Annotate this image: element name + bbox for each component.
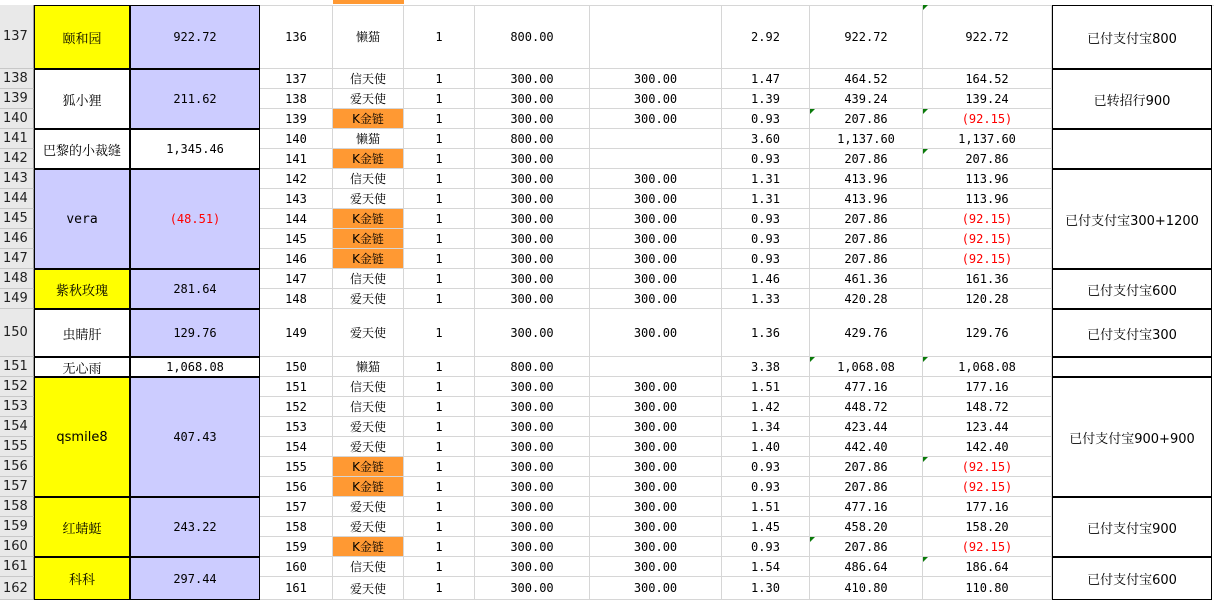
row-header[interactable]: 156 bbox=[0, 457, 34, 477]
ratio-cell[interactable]: 1.36 bbox=[722, 309, 810, 357]
item-number-cell[interactable]: 141 bbox=[260, 149, 333, 169]
row-header[interactable]: 154 bbox=[0, 417, 34, 437]
paid-amount-cell[interactable]: 300.00 bbox=[590, 89, 722, 109]
customer-amount-cell[interactable]: 243.22 bbox=[130, 497, 260, 557]
customer-amount-cell[interactable]: 1,068.08 bbox=[130, 357, 260, 377]
customer-amount-cell[interactable]: 281.64 bbox=[130, 269, 260, 309]
paid-amount-cell[interactable]: 300.00 bbox=[590, 69, 722, 89]
unit-price-cell[interactable]: 300.00 bbox=[475, 477, 590, 497]
balance-cell[interactable]: 207.86 bbox=[923, 149, 1052, 169]
item-number-cell[interactable]: 140 bbox=[260, 129, 333, 149]
balance-cell[interactable]: 186.64 bbox=[923, 557, 1052, 577]
row-header[interactable]: 157 bbox=[0, 477, 34, 497]
quantity-cell[interactable]: 1 bbox=[404, 357, 475, 377]
customer-name-cell[interactable]: 巴黎的小裁缝 bbox=[34, 129, 130, 169]
balance-cell[interactable]: 123.44 bbox=[923, 417, 1052, 437]
total-amount-cell[interactable]: 413.96 bbox=[810, 169, 923, 189]
customer-amount-cell[interactable]: 297.44 bbox=[130, 557, 260, 600]
payment-note-cell[interactable]: 已转招行900 bbox=[1052, 69, 1212, 129]
total-amount-cell[interactable]: 486.64 bbox=[810, 557, 923, 577]
row-header[interactable]: 162 bbox=[0, 577, 34, 600]
paid-amount-cell[interactable]: 300.00 bbox=[590, 557, 722, 577]
unit-price-cell[interactable]: 300.00 bbox=[475, 377, 590, 397]
ratio-cell[interactable]: 0.93 bbox=[722, 477, 810, 497]
unit-price-cell[interactable]: 800.00 bbox=[475, 129, 590, 149]
customer-amount-cell[interactable]: 1,345.46 bbox=[130, 129, 260, 169]
balance-cell[interactable]: 1,137.60 bbox=[923, 129, 1052, 149]
balance-cell[interactable]: 148.72 bbox=[923, 397, 1052, 417]
quantity-cell[interactable]: 1 bbox=[404, 397, 475, 417]
balance-cell[interactable]: 129.76 bbox=[923, 309, 1052, 357]
customer-name-cell[interactable]: 科科 bbox=[34, 557, 130, 600]
item-number-cell[interactable]: 160 bbox=[260, 557, 333, 577]
unit-price-cell[interactable]: 800.00 bbox=[475, 5, 590, 69]
customer-amount-cell[interactable]: 129.76 bbox=[130, 309, 260, 357]
unit-price-cell[interactable]: 300.00 bbox=[475, 577, 590, 600]
paid-amount-cell[interactable]: 300.00 bbox=[590, 457, 722, 477]
paid-amount-cell[interactable]: 300.00 bbox=[590, 189, 722, 209]
total-amount-cell[interactable]: 477.16 bbox=[810, 497, 923, 517]
quantity-cell[interactable]: 1 bbox=[404, 557, 475, 577]
balance-cell[interactable]: 177.16 bbox=[923, 377, 1052, 397]
balance-cell[interactable]: 164.52 bbox=[923, 69, 1052, 89]
row-header[interactable]: 142 bbox=[0, 149, 34, 169]
customer-amount-cell[interactable]: 407.43 bbox=[130, 377, 260, 497]
row-header[interactable]: 161 bbox=[0, 557, 34, 577]
customer-name-cell[interactable]: 狐小狸 bbox=[34, 69, 130, 129]
quantity-cell[interactable]: 1 bbox=[404, 497, 475, 517]
ratio-cell[interactable]: 1.51 bbox=[722, 497, 810, 517]
cell-indicator-icon bbox=[810, 537, 815, 542]
unit-price-cell[interactable]: 300.00 bbox=[475, 209, 590, 229]
total-amount-cell[interactable]: 207.86 bbox=[810, 109, 923, 129]
balance-cell[interactable]: 1,068.08 bbox=[923, 357, 1052, 377]
total-amount-cell[interactable]: 477.16 bbox=[810, 377, 923, 397]
paid-amount-cell[interactable]: 300.00 bbox=[590, 209, 722, 229]
quantity-cell[interactable]: 1 bbox=[404, 229, 475, 249]
quantity-cell[interactable]: 1 bbox=[404, 149, 475, 169]
product-name-cell[interactable]: 信天使 bbox=[333, 557, 404, 577]
total-amount-cell[interactable]: 207.86 bbox=[810, 209, 923, 229]
paid-amount-cell[interactable]: 300.00 bbox=[590, 229, 722, 249]
item-number-cell[interactable]: 153 bbox=[260, 417, 333, 437]
cell-indicator-icon bbox=[923, 457, 928, 462]
quantity-cell[interactable]: 1 bbox=[404, 129, 475, 149]
total-amount-cell[interactable]: 442.40 bbox=[810, 437, 923, 457]
total-amount-cell[interactable]: 410.80 bbox=[810, 577, 923, 600]
total-amount-cell[interactable]: 429.76 bbox=[810, 309, 923, 357]
paid-amount-cell[interactable]: 300.00 bbox=[590, 397, 722, 417]
quantity-cell[interactable]: 1 bbox=[404, 577, 475, 600]
paid-amount-cell[interactable]: 300.00 bbox=[590, 309, 722, 357]
product-name-cell[interactable]: K金链 bbox=[333, 209, 404, 229]
row-header[interactable]: 140 bbox=[0, 109, 34, 129]
total-amount-cell[interactable]: 439.24 bbox=[810, 89, 923, 109]
unit-price-cell[interactable]: 300.00 bbox=[475, 417, 590, 437]
row-header[interactable]: 145 bbox=[0, 209, 34, 229]
total-amount-cell[interactable]: 207.86 bbox=[810, 149, 923, 169]
item-number-cell[interactable]: 155 bbox=[260, 457, 333, 477]
ratio-cell[interactable]: 1.33 bbox=[722, 289, 810, 309]
total-amount-cell[interactable]: 1,068.08 bbox=[810, 357, 923, 377]
item-number-cell[interactable]: 148 bbox=[260, 289, 333, 309]
cell-indicator-icon bbox=[923, 5, 928, 10]
quantity-cell[interactable]: 1 bbox=[404, 69, 475, 89]
quantity-cell[interactable]: 1 bbox=[404, 457, 475, 477]
balance-cell[interactable]: 177.16 bbox=[923, 497, 1052, 517]
product-name-cell[interactable]: 爱天使 bbox=[333, 437, 404, 457]
ratio-cell[interactable]: 0.93 bbox=[722, 457, 810, 477]
unit-price-cell[interactable]: 300.00 bbox=[475, 537, 590, 557]
product-name-cell[interactable]: 信天使 bbox=[333, 377, 404, 397]
row-header[interactable]: 155 bbox=[0, 437, 34, 457]
balance-cell[interactable]: (92.15) bbox=[923, 457, 1052, 477]
row-header[interactable]: 152 bbox=[0, 377, 34, 397]
total-amount-cell[interactable]: 423.44 bbox=[810, 417, 923, 437]
payment-note-cell[interactable]: 已付支付宝600 bbox=[1052, 557, 1212, 600]
product-name-cell[interactable]: 爱天使 bbox=[333, 89, 404, 109]
unit-price-cell[interactable]: 300.00 bbox=[475, 289, 590, 309]
row-header[interactable]: 150 bbox=[0, 309, 34, 357]
ratio-cell[interactable]: 1.34 bbox=[722, 417, 810, 437]
total-amount-cell[interactable]: 207.86 bbox=[810, 537, 923, 557]
balance-cell[interactable]: (92.15) bbox=[923, 477, 1052, 497]
ratio-cell[interactable]: 1.39 bbox=[722, 89, 810, 109]
paid-amount-cell[interactable]: 300.00 bbox=[590, 377, 722, 397]
customer-name-cell[interactable]: 红蜻蜓 bbox=[34, 497, 130, 557]
unit-price-cell[interactable]: 300.00 bbox=[475, 309, 590, 357]
balance-cell[interactable]: (92.15) bbox=[923, 229, 1052, 249]
item-number-cell[interactable]: 154 bbox=[260, 437, 333, 457]
ratio-cell[interactable]: 1.51 bbox=[722, 377, 810, 397]
item-number-cell[interactable]: 142 bbox=[260, 169, 333, 189]
customer-name-cell[interactable]: 紫秋玫瑰 bbox=[34, 269, 130, 309]
customer-name-cell[interactable]: qsmile8 bbox=[34, 377, 130, 497]
unit-price-cell[interactable]: 300.00 bbox=[475, 437, 590, 457]
product-name-cell[interactable]: 爱天使 bbox=[333, 309, 404, 357]
product-name-cell[interactable]: 爱天使 bbox=[333, 417, 404, 437]
product-name-cell[interactable]: 信天使 bbox=[333, 69, 404, 89]
total-amount-cell[interactable]: 448.72 bbox=[810, 397, 923, 417]
cell-indicator-icon bbox=[923, 109, 928, 114]
item-number-cell[interactable]: 150 bbox=[260, 357, 333, 377]
paid-amount-cell[interactable]: 300.00 bbox=[590, 537, 722, 557]
ratio-cell[interactable]: 3.60 bbox=[722, 129, 810, 149]
payment-note-cell[interactable]: 已付支付宝300 bbox=[1052, 309, 1212, 357]
cell-indicator-icon bbox=[923, 149, 928, 154]
payment-note-cell[interactable]: 已付支付宝600 bbox=[1052, 269, 1212, 309]
partial-orange-cell bbox=[333, 0, 404, 4]
ratio-cell[interactable]: 0.93 bbox=[722, 537, 810, 557]
item-number-cell[interactable]: 158 bbox=[260, 517, 333, 537]
ratio-cell[interactable]: 1.40 bbox=[722, 437, 810, 457]
ratio-cell[interactable]: 1.46 bbox=[722, 269, 810, 289]
item-number-cell[interactable]: 136 bbox=[260, 5, 333, 69]
product-name-cell[interactable]: 爱天使 bbox=[333, 189, 404, 209]
balance-cell[interactable]: (92.15) bbox=[923, 209, 1052, 229]
balance-cell[interactable]: 139.24 bbox=[923, 89, 1052, 109]
row-header[interactable]: 160 bbox=[0, 537, 34, 557]
cell-indicator-icon bbox=[923, 557, 928, 562]
customer-amount-cell[interactable]: 211.62 bbox=[130, 69, 260, 129]
row-header[interactable]: 148 bbox=[0, 269, 34, 289]
paid-amount-cell[interactable]: 300.00 bbox=[590, 497, 722, 517]
unit-price-cell[interactable]: 300.00 bbox=[475, 189, 590, 209]
unit-price-cell[interactable]: 300.00 bbox=[475, 69, 590, 89]
paid-amount-cell[interactable] bbox=[590, 357, 722, 377]
ratio-cell[interactable]: 1.42 bbox=[722, 397, 810, 417]
product-name-cell[interactable]: K金链 bbox=[333, 109, 404, 129]
payment-note-cell[interactable]: 已付支付宝300+1200 bbox=[1052, 169, 1212, 269]
product-name-cell[interactable]: K金链 bbox=[333, 457, 404, 477]
quantity-cell[interactable]: 1 bbox=[404, 437, 475, 457]
product-name-cell[interactable]: K金链 bbox=[333, 249, 404, 269]
total-amount-cell[interactable]: 1,137.60 bbox=[810, 129, 923, 149]
ratio-cell[interactable]: 2.92 bbox=[722, 5, 810, 69]
balance-cell[interactable]: 161.36 bbox=[923, 269, 1052, 289]
ratio-cell[interactable]: 0.93 bbox=[722, 249, 810, 269]
total-amount-cell[interactable]: 413.96 bbox=[810, 189, 923, 209]
payment-note-cell[interactable]: 已付支付宝900+900 bbox=[1052, 377, 1212, 497]
unit-price-cell[interactable]: 300.00 bbox=[475, 109, 590, 129]
ratio-cell[interactable]: 0.93 bbox=[722, 209, 810, 229]
row-header[interactable]: 141 bbox=[0, 129, 34, 149]
unit-price-cell[interactable]: 300.00 bbox=[475, 249, 590, 269]
customer-amount-cell[interactable]: 922.72 bbox=[130, 5, 260, 69]
cell-indicator-icon bbox=[810, 357, 815, 362]
ratio-cell[interactable]: 1.45 bbox=[722, 517, 810, 537]
paid-amount-cell[interactable]: 300.00 bbox=[590, 417, 722, 437]
paid-amount-cell[interactable]: 300.00 bbox=[590, 577, 722, 600]
paid-amount-cell[interactable]: 300.00 bbox=[590, 437, 722, 457]
product-name-cell[interactable]: 爱天使 bbox=[333, 577, 404, 600]
item-number-cell[interactable]: 149 bbox=[260, 309, 333, 357]
unit-price-cell[interactable]: 300.00 bbox=[475, 457, 590, 477]
balance-cell[interactable]: 120.28 bbox=[923, 289, 1052, 309]
quantity-cell[interactable]: 1 bbox=[404, 269, 475, 289]
ratio-cell[interactable]: 3.38 bbox=[722, 357, 810, 377]
row-header[interactable]: 139 bbox=[0, 89, 34, 109]
row-header[interactable]: 144 bbox=[0, 189, 34, 209]
quantity-cell[interactable]: 1 bbox=[404, 209, 475, 229]
quantity-cell[interactable]: 1 bbox=[404, 249, 475, 269]
item-number-cell[interactable]: 137 bbox=[260, 69, 333, 89]
ratio-cell[interactable]: 0.93 bbox=[722, 229, 810, 249]
product-name-cell[interactable]: 信天使 bbox=[333, 269, 404, 289]
item-number-cell[interactable]: 159 bbox=[260, 537, 333, 557]
balance-cell[interactable]: (92.15) bbox=[923, 537, 1052, 557]
total-amount-cell[interactable]: 207.86 bbox=[810, 249, 923, 269]
product-name-cell[interactable]: 信天使 bbox=[333, 397, 404, 417]
ratio-cell[interactable]: 1.31 bbox=[722, 189, 810, 209]
item-number-cell[interactable]: 152 bbox=[260, 397, 333, 417]
total-amount-cell[interactable]: 420.28 bbox=[810, 289, 923, 309]
paid-amount-cell[interactable] bbox=[590, 5, 722, 69]
unit-price-cell[interactable]: 300.00 bbox=[475, 557, 590, 577]
product-name-cell[interactable]: K金链 bbox=[333, 149, 404, 169]
balance-cell[interactable]: 158.20 bbox=[923, 517, 1052, 537]
paid-amount-cell[interactable] bbox=[590, 129, 722, 149]
ratio-cell[interactable]: 1.30 bbox=[722, 577, 810, 600]
total-amount-cell[interactable]: 458.20 bbox=[810, 517, 923, 537]
row-header[interactable]: 137 bbox=[0, 5, 34, 69]
item-number-cell[interactable]: 138 bbox=[260, 89, 333, 109]
quantity-cell[interactable]: 1 bbox=[404, 189, 475, 209]
row-header[interactable]: 143 bbox=[0, 169, 34, 189]
row-header[interactable]: 149 bbox=[0, 289, 34, 309]
balance-cell[interactable]: 922.72 bbox=[923, 5, 1052, 69]
payment-note-cell[interactable] bbox=[1052, 129, 1212, 169]
quantity-cell[interactable]: 1 bbox=[404, 537, 475, 557]
balance-cell[interactable]: 142.40 bbox=[923, 437, 1052, 457]
row-header[interactable]: 158 bbox=[0, 497, 34, 517]
item-number-cell[interactable]: 147 bbox=[260, 269, 333, 289]
ratio-cell[interactable]: 0.93 bbox=[722, 109, 810, 129]
paid-amount-cell[interactable]: 300.00 bbox=[590, 269, 722, 289]
ratio-cell[interactable]: 1.31 bbox=[722, 169, 810, 189]
quantity-cell[interactable]: 1 bbox=[404, 517, 475, 537]
quantity-cell[interactable]: 1 bbox=[404, 89, 475, 109]
item-number-cell[interactable]: 151 bbox=[260, 377, 333, 397]
item-number-cell[interactable]: 156 bbox=[260, 477, 333, 497]
item-number-cell[interactable]: 145 bbox=[260, 229, 333, 249]
customer-name-cell[interactable]: 虫睛肝 bbox=[34, 309, 130, 357]
item-number-cell[interactable]: 144 bbox=[260, 209, 333, 229]
row-header[interactable]: 147 bbox=[0, 249, 34, 269]
row-header[interactable]: 153 bbox=[0, 397, 34, 417]
product-name-cell[interactable]: K金链 bbox=[333, 477, 404, 497]
product-name-cell[interactable]: K金链 bbox=[333, 229, 404, 249]
quantity-cell[interactable]: 1 bbox=[404, 289, 475, 309]
product-name-cell[interactable]: 信天使 bbox=[333, 169, 404, 189]
balance-cell[interactable]: 110.80 bbox=[923, 577, 1052, 600]
item-number-cell[interactable]: 146 bbox=[260, 249, 333, 269]
row-header[interactable]: 151 bbox=[0, 357, 34, 377]
cell-indicator-icon bbox=[923, 357, 928, 362]
item-number-cell[interactable]: 161 bbox=[260, 577, 333, 600]
quantity-cell[interactable]: 1 bbox=[404, 169, 475, 189]
balance-cell[interactable]: (92.15) bbox=[923, 109, 1052, 129]
unit-price-cell[interactable]: 300.00 bbox=[475, 149, 590, 169]
payment-note-cell[interactable]: 已付支付宝800 bbox=[1052, 5, 1212, 69]
row-header[interactable]: 159 bbox=[0, 517, 34, 537]
customer-name-cell[interactable]: vera bbox=[34, 169, 130, 269]
paid-amount-cell[interactable]: 300.00 bbox=[590, 249, 722, 269]
row-header[interactable]: 146 bbox=[0, 229, 34, 249]
total-amount-cell[interactable]: 207.86 bbox=[810, 229, 923, 249]
balance-cell[interactable]: (92.15) bbox=[923, 249, 1052, 269]
product-name-cell[interactable]: 爱天使 bbox=[333, 517, 404, 537]
unit-price-cell[interactable]: 300.00 bbox=[475, 169, 590, 189]
quantity-cell[interactable]: 1 bbox=[404, 5, 475, 69]
product-name-cell[interactable]: 爱天使 bbox=[333, 289, 404, 309]
item-number-cell[interactable]: 143 bbox=[260, 189, 333, 209]
ratio-cell[interactable]: 0.93 bbox=[722, 149, 810, 169]
row-header[interactable]: 138 bbox=[0, 69, 34, 89]
product-name-cell[interactable]: 懒猫 bbox=[333, 129, 404, 149]
quantity-cell[interactable]: 1 bbox=[404, 309, 475, 357]
quantity-cell[interactable]: 1 bbox=[404, 109, 475, 129]
paid-amount-cell[interactable]: 300.00 bbox=[590, 289, 722, 309]
quantity-cell[interactable]: 1 bbox=[404, 477, 475, 497]
customer-name-cell[interactable]: 无心雨 bbox=[34, 357, 130, 377]
unit-price-cell[interactable]: 300.00 bbox=[475, 397, 590, 417]
ratio-cell[interactable]: 1.47 bbox=[722, 69, 810, 89]
quantity-cell[interactable]: 1 bbox=[404, 417, 475, 437]
balance-cell[interactable]: 113.96 bbox=[923, 169, 1052, 189]
product-name-cell[interactable]: 懒猫 bbox=[333, 5, 404, 69]
cell-indicator-icon bbox=[810, 109, 815, 114]
paid-amount-cell[interactable] bbox=[590, 149, 722, 169]
unit-price-cell[interactable]: 800.00 bbox=[475, 357, 590, 377]
product-name-cell[interactable]: 爱天使 bbox=[333, 497, 404, 517]
payment-note-cell[interactable] bbox=[1052, 357, 1212, 377]
total-amount-cell[interactable]: 207.86 bbox=[810, 457, 923, 477]
total-amount-cell[interactable]: 464.52 bbox=[810, 69, 923, 89]
unit-price-cell[interactable]: 300.00 bbox=[475, 269, 590, 289]
total-amount-cell[interactable]: 461.36 bbox=[810, 269, 923, 289]
unit-price-cell[interactable]: 300.00 bbox=[475, 89, 590, 109]
product-name-cell[interactable]: K金链 bbox=[333, 537, 404, 557]
unit-price-cell[interactable]: 300.00 bbox=[475, 497, 590, 517]
paid-amount-cell[interactable]: 300.00 bbox=[590, 477, 722, 497]
product-name-cell[interactable]: 懒猫 bbox=[333, 357, 404, 377]
item-number-cell[interactable]: 157 bbox=[260, 497, 333, 517]
payment-note-cell[interactable]: 已付支付宝900 bbox=[1052, 497, 1212, 557]
paid-amount-cell[interactable]: 300.00 bbox=[590, 169, 722, 189]
item-number-cell[interactable]: 139 bbox=[260, 109, 333, 129]
total-amount-cell[interactable]: 207.86 bbox=[810, 477, 923, 497]
unit-price-cell[interactable]: 300.00 bbox=[475, 517, 590, 537]
customer-amount-cell[interactable]: (48.51) bbox=[130, 169, 260, 269]
paid-amount-cell[interactable]: 300.00 bbox=[590, 517, 722, 537]
quantity-cell[interactable]: 1 bbox=[404, 377, 475, 397]
customer-name-cell[interactable]: 颐和园 bbox=[34, 5, 130, 69]
unit-price-cell[interactable]: 300.00 bbox=[475, 229, 590, 249]
balance-cell[interactable]: 113.96 bbox=[923, 189, 1052, 209]
paid-amount-cell[interactable]: 300.00 bbox=[590, 109, 722, 129]
total-amount-cell[interactable]: 922.72 bbox=[810, 5, 923, 69]
ratio-cell[interactable]: 1.54 bbox=[722, 557, 810, 577]
